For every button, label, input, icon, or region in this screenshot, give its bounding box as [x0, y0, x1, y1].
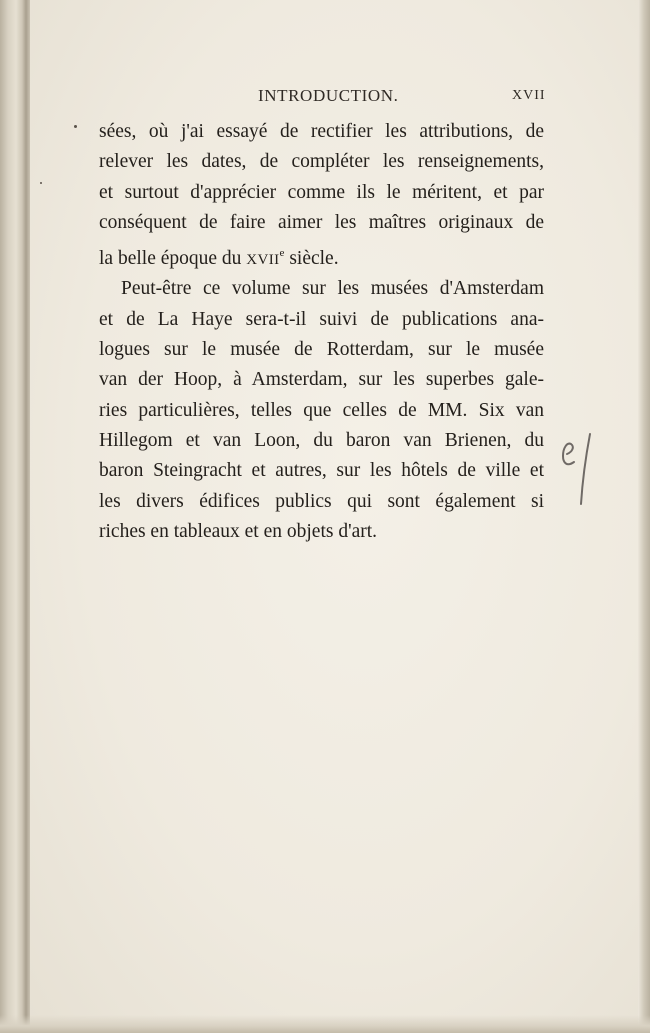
text-line: logues sur le musée de Rotterdam, sur le musée [99, 339, 544, 361]
page-number: XVII [512, 88, 546, 103]
body-text [99, 117, 544, 547]
text-fragment: la belle époque du [99, 248, 247, 270]
page-bottom-edge [0, 1015, 650, 1033]
ink-speck [40, 182, 42, 184]
text-line: van der Hoop, à Amsterdam, sur les superbes gale- [99, 369, 544, 391]
text-line: et de La Haye sera-t-il suivi de publications ana- [99, 308, 544, 330]
proofreader-mark-icon [558, 430, 602, 510]
text-line: conséquent de faire aimer les maîtres originaux de [99, 211, 544, 233]
ink-speck [74, 125, 77, 128]
text-line: relever les dates, de compléter les renseignements, [99, 151, 544, 173]
page-header [0, 86, 650, 112]
running-head: INTRODUCTION. [258, 86, 399, 105]
text-line: Peut-être ce volume sur les musées d'Amsterdam [121, 278, 544, 300]
text-line: ries particulières, telles que celles de MM. Six van [99, 399, 544, 421]
page-edge [638, 0, 650, 1033]
text-line: et surtout d'apprécier comme ils le méritent, et par [99, 181, 544, 203]
binding-gutter [0, 0, 34, 1033]
text-line-last [99, 238, 544, 268]
text-line: Hillegom et van Loon, du baron van Brienen, du [99, 429, 544, 451]
text-fragment: siècle. [284, 248, 339, 270]
text-line: baron Steingracht et autres, sur les hôtels de ville et [99, 460, 544, 482]
text-line: sées, où j'ai essayé de rectifier les attributions, de [99, 121, 544, 142]
superscript: e [279, 247, 285, 260]
text-line: les divers édifices publics qui sont également si [99, 490, 544, 512]
roman-numeral: XVII [246, 252, 280, 269]
text-line-last: riches en tableaux et en objets d'art. [99, 520, 378, 542]
